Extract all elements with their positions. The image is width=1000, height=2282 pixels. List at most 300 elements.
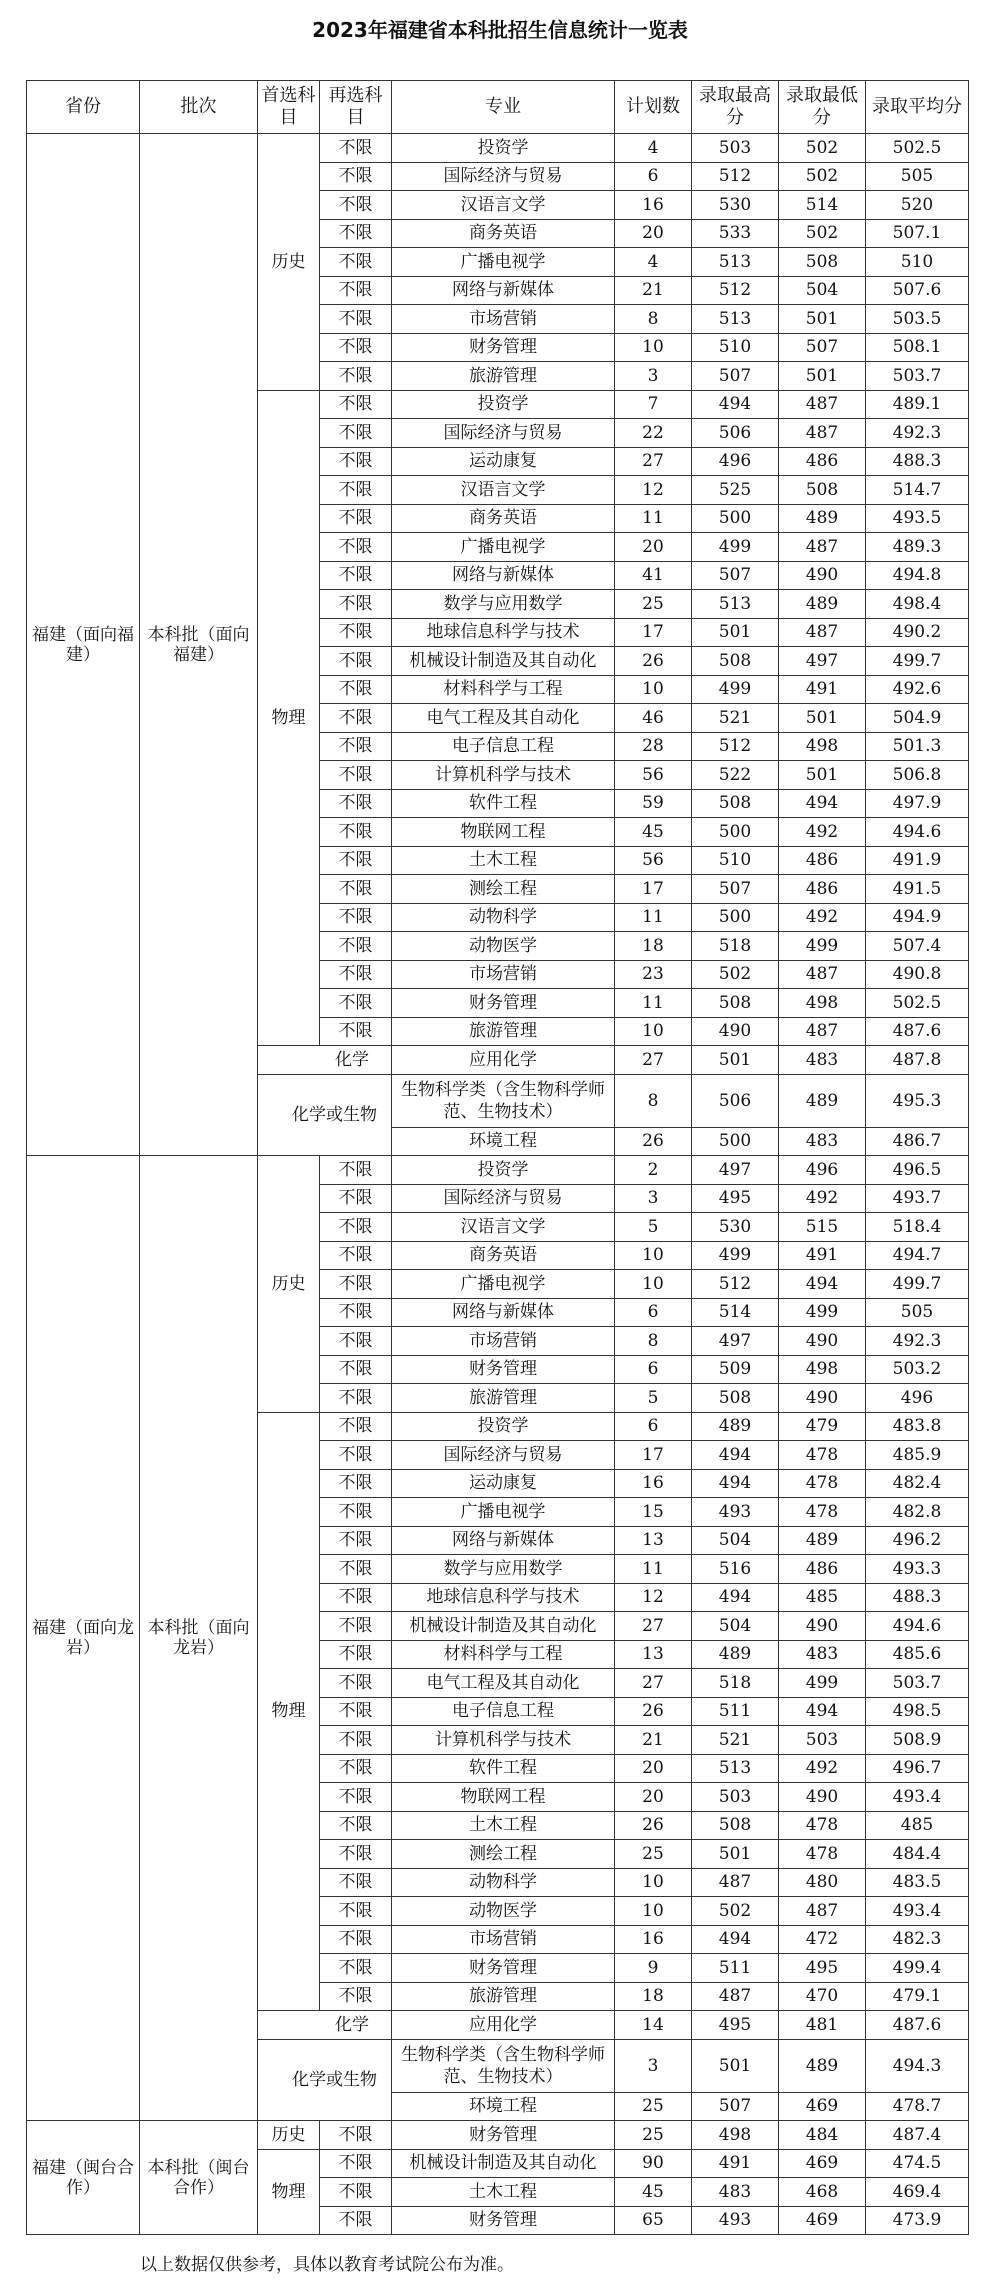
plan-count-cell: 6 [615,1298,692,1327]
major-cell: 环境工程 [392,1127,615,1156]
reselect-subject-cell: 不限 [320,219,392,248]
plan-count-cell: 18 [615,932,692,961]
reselect-subject-cell: 不限 [320,1982,392,2011]
max-score-cell: 511 [692,1954,779,1983]
min-score-cell: 490 [779,1384,866,1413]
max-score-cell: 494 [692,1469,779,1498]
first-subject-cell: 物理 [258,1412,320,2011]
max-score-cell: 489 [692,1412,779,1441]
plan-count-cell: 27 [615,1046,692,1075]
min-score-cell: 496 [779,1156,866,1185]
reselect-subject-cell: 化学或生物 [258,2039,392,2121]
reselect-subject-cell: 不限 [320,590,392,619]
plan-count-cell: 20 [615,1754,692,1783]
max-score-cell: 508 [692,1384,779,1413]
max-score-cell: 493 [692,2206,779,2235]
plan-count-cell: 3 [615,362,692,391]
avg-score-cell: 494.8 [866,561,969,590]
min-score-cell: 490 [779,1783,866,1812]
avg-score-cell: 482.3 [866,1925,969,1954]
plan-count-cell: 11 [615,989,692,1018]
min-score-cell: 502 [779,134,866,163]
avg-score-cell: 482.8 [866,1498,969,1527]
plan-count-cell: 21 [615,1726,692,1755]
min-score-cell: 481 [779,2011,866,2040]
avg-score-cell: 504.9 [866,704,969,733]
min-score-cell: 472 [779,1925,866,1954]
min-score-cell: 494 [779,1697,866,1726]
plan-count-cell: 10 [615,675,692,704]
plan-count-cell: 6 [615,1412,692,1441]
major-cell: 广播电视学 [392,248,615,277]
avg-score-cell: 507.1 [866,219,969,248]
avg-score-cell: 507.6 [866,276,969,305]
max-score-cell: 512 [692,732,779,761]
reselect-subject-cell: 不限 [320,1327,392,1356]
plan-count-cell: 5 [615,1384,692,1413]
plan-count-cell: 21 [615,276,692,305]
major-cell: 国际经济与贸易 [392,419,615,448]
min-score-cell: 489 [779,1526,866,1555]
max-score-cell: 499 [692,533,779,562]
reselect-subject-cell: 不限 [320,704,392,733]
avg-score-cell: 488.3 [866,1583,969,1612]
min-score-cell: 487 [779,618,866,647]
avg-score-cell: 479.1 [866,1982,969,2011]
major-cell: 网络与新媒体 [392,1526,615,1555]
max-score-cell: 501 [692,618,779,647]
min-score-cell: 479 [779,1412,866,1441]
max-score-cell: 483 [692,2178,779,2207]
major-cell: 财务管理 [392,333,615,362]
min-score-cell: 470 [779,1982,866,2011]
min-score-cell: 485 [779,1583,866,1612]
major-cell: 商务英语 [392,219,615,248]
page-title: 2023年福建省本科批招生信息统计一览表 [312,18,688,42]
first-subject-cell: 历史 [258,2121,320,2150]
min-score-cell: 487 [779,419,866,448]
avg-score-cell: 496.2 [866,1526,969,1555]
major-cell: 广播电视学 [392,1498,615,1527]
reselect-subject-cell: 不限 [320,134,392,163]
min-score-cell: 502 [779,219,866,248]
reselect-subject-cell: 不限 [320,1156,392,1185]
min-score-cell: 498 [779,1355,866,1384]
plan-count-cell: 8 [615,1074,692,1127]
min-score-cell: 501 [779,362,866,391]
avg-score-cell: 499.4 [866,1954,969,1983]
reselect-subject-cell: 不限 [320,1270,392,1299]
plan-count-cell: 9 [615,1954,692,1983]
reselect-subject-cell: 不限 [320,248,392,277]
reselect-subject-cell: 不限 [320,1954,392,1983]
plan-count-cell: 5 [615,1213,692,1242]
max-score-cell: 503 [692,134,779,163]
avg-score-cell: 483.8 [866,1412,969,1441]
min-score-cell: 492 [779,903,866,932]
max-score-cell: 516 [692,1555,779,1584]
min-score-cell: 486 [779,1555,866,1584]
max-score-cell: 518 [692,1669,779,1698]
avg-score-cell: 489.1 [866,390,969,419]
reselect-subject-cell: 不限 [320,2121,392,2150]
min-score-cell: 469 [779,2092,866,2121]
reselect-subject-cell: 不限 [320,1441,392,1470]
reselect-subject-cell: 不限 [320,1612,392,1641]
plan-count-cell: 25 [615,590,692,619]
plan-count-cell: 10 [615,1241,692,1270]
province-cell: 福建（面向龙岩） [27,1156,140,2121]
min-score-cell: 490 [779,561,866,590]
min-score-cell: 492 [779,818,866,847]
plan-count-cell: 11 [615,903,692,932]
plan-count-cell: 59 [615,789,692,818]
max-score-cell: 497 [692,1156,779,1185]
reselect-subject-cell: 不限 [320,2149,392,2178]
max-score-cell: 507 [692,2092,779,2121]
header-cell: 计划数 [615,81,692,134]
min-score-cell: 497 [779,647,866,676]
avg-score-cell: 493.3 [866,1555,969,1584]
table-header-row [27,81,969,134]
avg-score-cell: 495.3 [866,1074,969,1127]
min-score-cell: 484 [779,2121,866,2150]
min-score-cell: 508 [779,248,866,277]
max-score-cell: 530 [692,191,779,220]
reselect-subject-cell: 不限 [320,1840,392,1869]
avg-score-cell: 485 [866,1811,969,1840]
plan-count-cell: 10 [615,1868,692,1897]
min-score-cell: 489 [779,1074,866,1127]
avg-score-cell: 486.7 [866,1127,969,1156]
min-score-cell: 499 [779,1669,866,1698]
major-cell: 动物科学 [392,1868,615,1897]
major-cell: 财务管理 [392,2206,615,2235]
avg-score-cell: 496.5 [866,1156,969,1185]
max-score-cell: 501 [692,1840,779,1869]
major-cell: 广播电视学 [392,1270,615,1299]
min-score-cell: 487 [779,960,866,989]
max-score-cell: 509 [692,1355,779,1384]
major-cell: 土木工程 [392,1811,615,1840]
min-score-cell: 478 [779,1498,866,1527]
reselect-subject-cell: 不限 [320,989,392,1018]
major-cell: 计算机科学与技术 [392,761,615,790]
major-cell: 电子信息工程 [392,1697,615,1726]
avg-score-cell: 505 [866,162,969,191]
plan-count-cell: 28 [615,732,692,761]
header-cell: 专业 [392,81,615,134]
min-score-cell: 486 [779,846,866,875]
max-score-cell: 507 [692,875,779,904]
reselect-subject-cell: 不限 [320,1640,392,1669]
min-score-cell: 487 [779,533,866,562]
plan-count-cell: 20 [615,219,692,248]
max-score-cell: 510 [692,333,779,362]
plan-count-cell: 27 [615,1612,692,1641]
max-score-cell: 500 [692,1127,779,1156]
avg-score-cell: 503.2 [866,1355,969,1384]
max-score-cell: 512 [692,162,779,191]
plan-count-cell: 8 [615,1327,692,1356]
min-score-cell: 487 [779,1897,866,1926]
major-cell: 动物医学 [392,932,615,961]
plan-count-cell: 2 [615,1156,692,1185]
min-score-cell: 483 [779,1046,866,1075]
batch-cell: 本科批（面向福建） [140,134,258,1156]
max-score-cell: 507 [692,362,779,391]
plan-count-cell: 25 [615,1840,692,1869]
avg-score-cell: 498.5 [866,1697,969,1726]
plan-count-cell: 26 [615,1811,692,1840]
min-score-cell: 501 [779,704,866,733]
max-score-cell: 513 [692,590,779,619]
reselect-subject-cell: 不限 [320,1355,392,1384]
min-score-cell: 491 [779,1241,866,1270]
min-score-cell: 498 [779,989,866,1018]
reselect-subject-cell: 不限 [320,846,392,875]
min-score-cell: 490 [779,1612,866,1641]
max-score-cell: 518 [692,932,779,961]
avg-score-cell: 493.4 [866,1897,969,1926]
max-score-cell: 508 [692,989,779,1018]
plan-count-cell: 3 [615,2039,692,2092]
max-score-cell: 495 [692,2011,779,2040]
reselect-subject-cell: 不限 [320,333,392,362]
major-cell: 运动康复 [392,447,615,476]
reselect-subject-cell: 不限 [320,1669,392,1698]
min-score-cell: 483 [779,1640,866,1669]
major-cell: 土木工程 [392,846,615,875]
reselect-subject-cell: 不限 [320,561,392,590]
min-score-cell: 487 [779,1017,866,1046]
major-cell: 旅游管理 [392,1017,615,1046]
header-cell: 录取最高分 [692,81,779,134]
major-cell: 网络与新媒体 [392,561,615,590]
avg-score-cell: 493.4 [866,1783,969,1812]
first-subject-cell: 历史 [258,134,320,391]
min-score-cell: 489 [779,504,866,533]
major-cell: 旅游管理 [392,362,615,391]
max-score-cell: 508 [692,789,779,818]
admission-table-wrapper [26,80,968,2235]
plan-count-cell: 22 [615,419,692,448]
reselect-subject-cell: 不限 [320,1384,392,1413]
avg-score-cell: 496 [866,1384,969,1413]
plan-count-cell: 20 [615,1783,692,1812]
major-cell: 电气工程及其自动化 [392,704,615,733]
max-score-cell: 497 [692,1327,779,1356]
major-cell: 网络与新媒体 [392,276,615,305]
major-cell: 计算机科学与技术 [392,1726,615,1755]
major-cell: 机械设计制造及其自动化 [392,1612,615,1641]
major-cell: 地球信息科学与技术 [392,618,615,647]
max-score-cell: 499 [692,1241,779,1270]
reselect-subject-cell: 不限 [320,191,392,220]
plan-count-cell: 16 [615,191,692,220]
major-cell: 生物科学类（含生物科学师范、生物技术） [392,2039,615,2092]
major-cell: 国际经济与贸易 [392,1184,615,1213]
major-cell: 汉语言文学 [392,1213,615,1242]
plan-count-cell: 41 [615,561,692,590]
avg-score-cell: 497.9 [866,789,969,818]
min-score-cell: 480 [779,1868,866,1897]
major-cell: 应用化学 [392,2011,615,2040]
max-score-cell: 491 [692,2149,779,2178]
plan-count-cell: 10 [615,333,692,362]
min-score-cell: 501 [779,305,866,334]
plan-count-cell: 16 [615,1925,692,1954]
min-score-cell: 468 [779,2178,866,2207]
reselect-subject-cell: 不限 [320,305,392,334]
min-score-cell: 478 [779,1441,866,1470]
avg-score-cell: 498.4 [866,590,969,619]
reselect-subject-cell: 不限 [320,1412,392,1441]
avg-score-cell: 494.6 [866,1612,969,1641]
min-score-cell: 483 [779,1127,866,1156]
avg-score-cell: 493.7 [866,1184,969,1213]
reselect-subject-cell: 化学 [258,2011,392,2040]
reselect-subject-cell: 不限 [320,1498,392,1527]
max-score-cell: 496 [692,447,779,476]
reselect-subject-cell: 不限 [320,903,392,932]
min-score-cell: 514 [779,191,866,220]
max-score-cell: 506 [692,1074,779,1127]
major-cell: 财务管理 [392,1355,615,1384]
plan-count-cell: 6 [615,162,692,191]
max-score-cell: 500 [692,818,779,847]
plan-count-cell: 23 [615,960,692,989]
major-cell: 测绘工程 [392,875,615,904]
max-score-cell: 513 [692,248,779,277]
avg-score-cell: 510 [866,248,969,277]
plan-count-cell: 56 [615,846,692,875]
plan-count-cell: 3 [615,1184,692,1213]
max-score-cell: 521 [692,1726,779,1755]
avg-score-cell: 473.9 [866,2206,969,2235]
major-cell: 财务管理 [392,2121,615,2150]
min-score-cell: 487 [779,390,866,419]
plan-count-cell: 25 [615,2092,692,2121]
max-score-cell: 512 [692,1270,779,1299]
plan-count-cell: 10 [615,1017,692,1046]
major-cell: 投资学 [392,390,615,419]
max-score-cell: 510 [692,846,779,875]
header-cell: 录取平均分 [866,81,969,134]
table-row [27,1156,969,1185]
avg-score-cell: 485.6 [866,1640,969,1669]
max-score-cell: 513 [692,1754,779,1783]
avg-score-cell: 492.3 [866,419,969,448]
reselect-subject-cell: 不限 [320,2206,392,2235]
avg-score-cell: 494.3 [866,2039,969,2092]
plan-count-cell: 56 [615,761,692,790]
reselect-subject-cell: 不限 [320,1298,392,1327]
reselect-subject-cell: 化学或生物 [258,1074,392,1156]
reselect-subject-cell: 不限 [320,447,392,476]
plan-count-cell: 7 [615,390,692,419]
max-score-cell: 502 [692,960,779,989]
reselect-subject-cell: 不限 [320,1241,392,1270]
max-score-cell: 504 [692,1612,779,1641]
major-cell: 投资学 [392,134,615,163]
avg-score-cell: 489.3 [866,533,969,562]
avg-score-cell: 492.3 [866,1327,969,1356]
max-score-cell: 508 [692,647,779,676]
plan-count-cell: 8 [615,305,692,334]
max-score-cell: 493 [692,1498,779,1527]
plan-count-cell: 11 [615,504,692,533]
plan-count-cell: 6 [615,1355,692,1384]
reselect-subject-cell: 不限 [320,390,392,419]
reselect-subject-cell: 不限 [320,362,392,391]
max-score-cell: 494 [692,1925,779,1954]
major-cell: 财务管理 [392,989,615,1018]
reselect-subject-cell: 不限 [320,1897,392,1926]
max-score-cell: 507 [692,561,779,590]
reselect-subject-cell: 不限 [320,1726,392,1755]
plan-count-cell: 18 [615,1982,692,2011]
plan-count-cell: 26 [615,1127,692,1156]
max-score-cell: 514 [692,1298,779,1327]
min-score-cell: 498 [779,732,866,761]
reselect-subject-cell: 不限 [320,1697,392,1726]
reselect-subject-cell: 不限 [320,1017,392,1046]
avg-score-cell: 499.7 [866,647,969,676]
avg-score-cell: 478.7 [866,2092,969,2121]
major-cell: 市场营销 [392,1327,615,1356]
max-score-cell: 501 [692,1046,779,1075]
batch-cell: 本科批（面向龙岩） [140,1156,258,2121]
avg-score-cell: 469.4 [866,2178,969,2207]
min-score-cell: 494 [779,789,866,818]
avg-score-cell: 507.4 [866,932,969,961]
major-cell: 地球信息科学与技术 [392,1583,615,1612]
avg-score-cell: 501.3 [866,732,969,761]
header-cell: 省份 [27,81,140,134]
max-score-cell: 487 [692,1982,779,2011]
avg-score-cell: 505 [866,1298,969,1327]
major-cell: 材料科学与工程 [392,675,615,704]
max-score-cell: 501 [692,2039,779,2092]
batch-cell: 本科批（闽台合作） [140,2121,258,2235]
reselect-subject-cell: 不限 [320,1811,392,1840]
plan-count-cell: 12 [615,476,692,505]
avg-score-cell: 487.8 [866,1046,969,1075]
reselect-subject-cell: 不限 [320,960,392,989]
major-cell: 网络与新媒体 [392,1298,615,1327]
avg-score-cell: 488.3 [866,447,969,476]
major-cell: 物联网工程 [392,818,615,847]
min-score-cell: 503 [779,1726,866,1755]
plan-count-cell: 90 [615,2149,692,2178]
first-subject-cell: 物理 [258,2149,320,2235]
avg-score-cell: 493.5 [866,504,969,533]
min-score-cell: 499 [779,1298,866,1327]
min-score-cell: 499 [779,932,866,961]
header-cell: 录取最低分 [779,81,866,134]
major-cell: 财务管理 [392,1954,615,1983]
min-score-cell: 492 [779,1754,866,1783]
major-cell: 国际经济与贸易 [392,162,615,191]
reselect-subject-cell: 不限 [320,1555,392,1584]
reselect-subject-cell: 不限 [320,1469,392,1498]
plan-count-cell: 20 [615,533,692,562]
first-subject-cell: 历史 [258,1156,320,1413]
plan-count-cell: 17 [615,875,692,904]
major-cell: 电子信息工程 [392,732,615,761]
max-score-cell: 513 [692,305,779,334]
